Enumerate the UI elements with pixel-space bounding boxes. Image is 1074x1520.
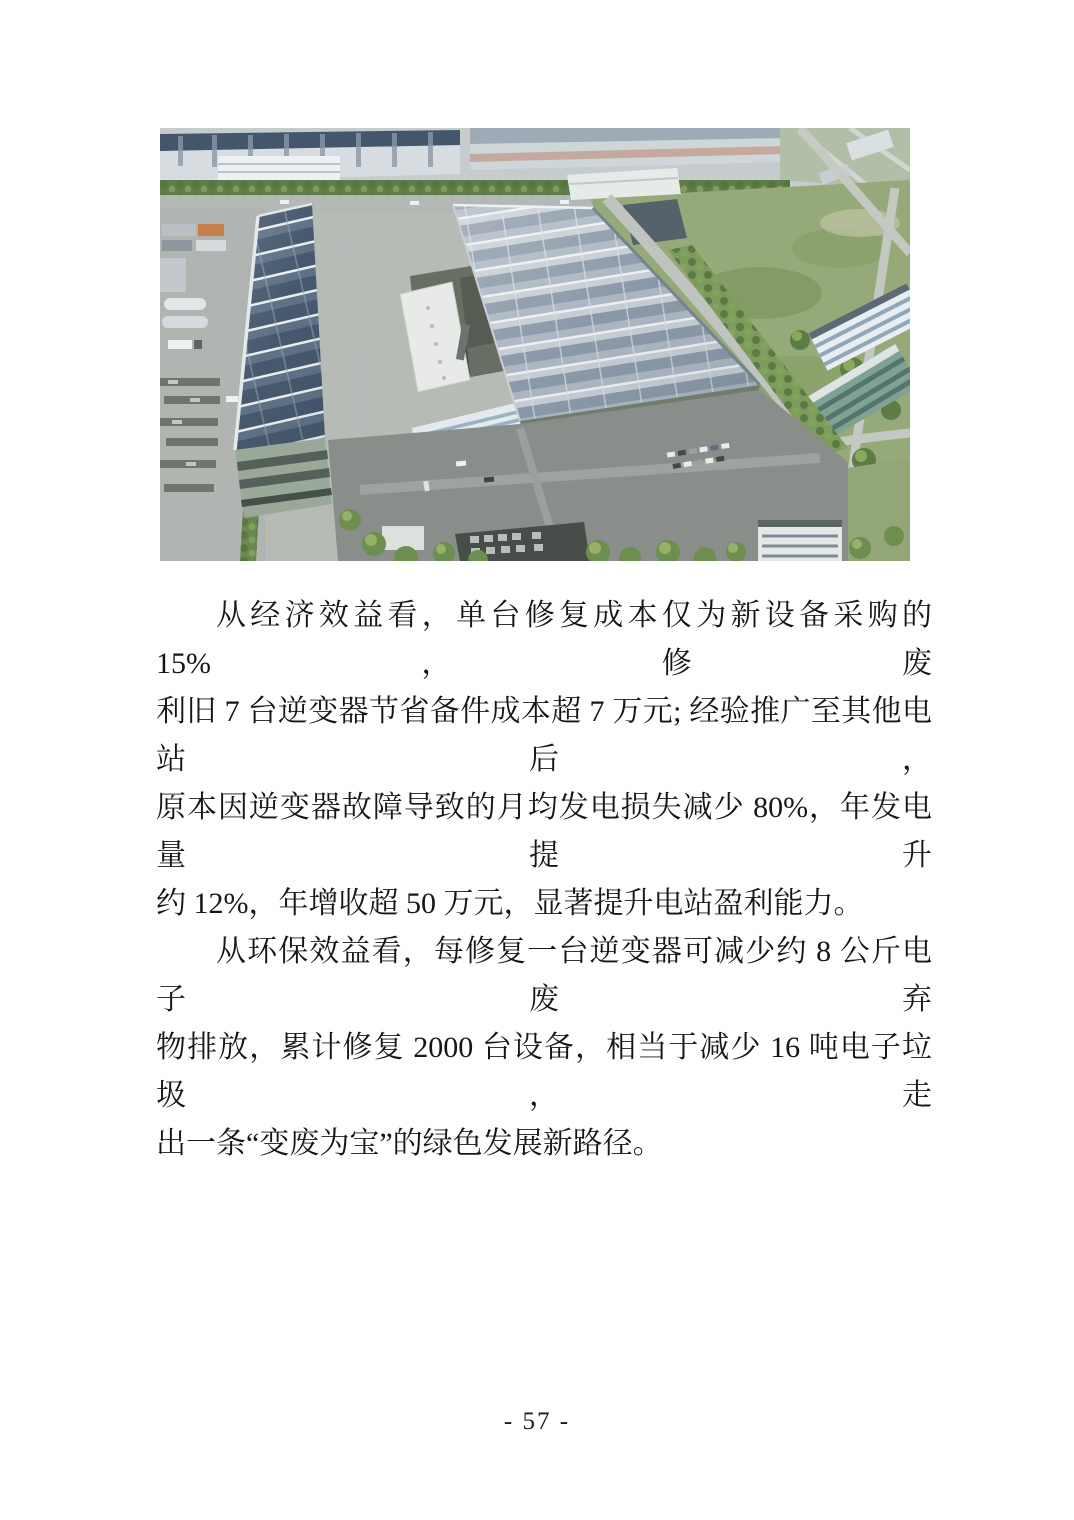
aerial-photo-industrial-park [160,128,910,561]
text-line: 原本因逆变器故障导致的月均发电损失减少 80%，年发电量提升 [156,791,932,872]
text-line: 从经济效益看，单台修复成本仅为新设备采购的 15%，修废 [156,599,932,680]
text-line: 出一条“变废为宝”的绿色发展新路径。 [156,1127,663,1160]
paragraph-environmental-benefit [156,928,932,1168]
text-line: 利旧 7 台逆变器节省备件成本超 7 万元; 经验推广至其他电站后， [156,695,932,776]
photo-svg [160,128,910,561]
body-text [156,592,932,1168]
page-number: - 57 - [503,1408,571,1435]
text-line: 约 12%，年增收超 50 万元，显著提升电站盈利能力。 [156,887,864,920]
text-line: 物排放，累计修复 2000 台设备，相当于减少 16 吨电子垃圾，走 [156,1031,932,1112]
text-line: 从环保效益看，每修复一台逆变器可减少约 8 公斤电子废弃 [156,935,932,1016]
paragraph-economic-benefit [156,592,932,928]
